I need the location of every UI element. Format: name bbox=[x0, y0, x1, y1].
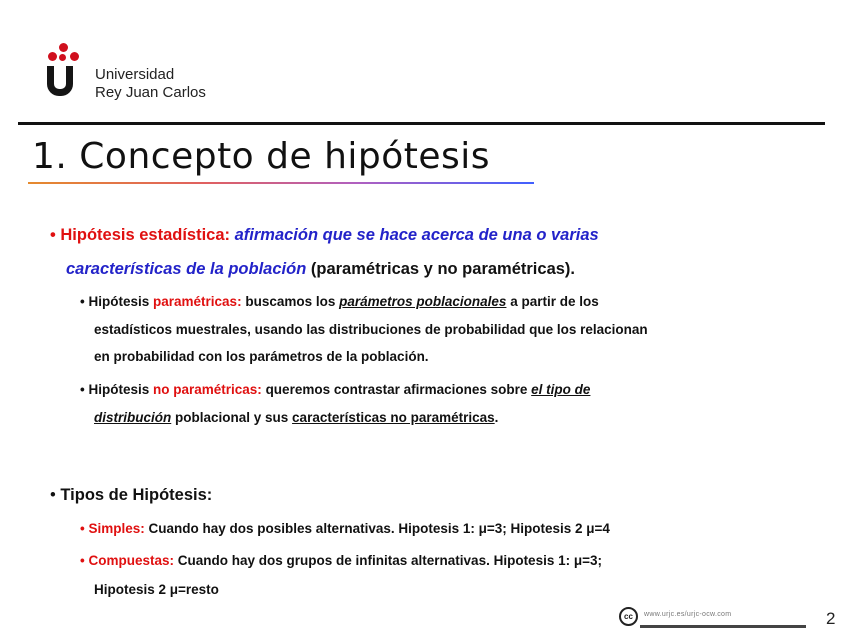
underlined-term: el tipo de bbox=[531, 382, 591, 397]
page-number: 2 bbox=[826, 609, 836, 628]
bullet-dot: • bbox=[50, 226, 56, 244]
subbullet-no-parametricas bbox=[80, 382, 590, 397]
text: Hipótesis bbox=[88, 294, 154, 309]
slide-title: 1. Concepto de hipótesis bbox=[32, 136, 491, 177]
definition-tail: (paramétricas y no paramétricas). bbox=[310, 260, 575, 278]
bullet-hipotesis-estadistica bbox=[50, 226, 599, 245]
subbullet-compuestas-line2: Hipotesis 2 μ=resto bbox=[94, 582, 219, 597]
bullet-dot: • bbox=[50, 486, 56, 504]
creative-commons-icon: cc bbox=[619, 607, 638, 626]
subbullet-no-parametricas-line2 bbox=[94, 410, 498, 425]
footer-url: www.urjc.es/urjc-ocw.com bbox=[644, 611, 732, 618]
term-red: no paramétricas: bbox=[153, 382, 262, 397]
title-underline bbox=[28, 182, 534, 184]
text: . bbox=[494, 410, 499, 425]
u-letter-icon bbox=[47, 66, 73, 96]
term-red: paramétricas: bbox=[153, 294, 242, 309]
bullet-label: Hipótesis estadística: bbox=[60, 226, 231, 244]
text: queremos contrastar afirmaciones sobre bbox=[261, 382, 532, 397]
subbullet-simples bbox=[80, 521, 610, 536]
text: Hipótesis bbox=[88, 382, 154, 397]
footer-bar bbox=[640, 625, 806, 628]
header-divider bbox=[18, 122, 825, 125]
subbullet-compuestas bbox=[80, 553, 602, 568]
underlined-term: parámetros poblacionales bbox=[339, 294, 507, 309]
subbullet-parametricas-line2: estadísticos muestrales, usando las distribuciones de probabilidad que los relacionan bbox=[94, 322, 648, 337]
underlined-term: características no paramétricas bbox=[292, 410, 495, 425]
bullet-dot: • bbox=[80, 382, 85, 397]
text: poblacional y sus bbox=[171, 410, 293, 425]
crown-dots-icon bbox=[48, 43, 82, 63]
term-red: Compuestas: bbox=[88, 553, 175, 568]
bullet-dot: • bbox=[80, 294, 85, 309]
institution-line-2: Rey Juan Carlos bbox=[95, 84, 206, 101]
definition-text: afirmación que se hace acerca de una o varias bbox=[234, 226, 599, 244]
university-logo bbox=[45, 40, 215, 106]
definition-text-cont: características de la población bbox=[66, 260, 307, 278]
creative-commons-footer bbox=[616, 607, 806, 629]
bullet-hipotesis-estadistica-cont bbox=[66, 260, 575, 279]
subbullet-parametricas bbox=[80, 294, 599, 309]
term-red: Simples: bbox=[88, 521, 145, 536]
text: a partir de los bbox=[506, 294, 599, 309]
underlined-term: distribución bbox=[94, 410, 172, 425]
text: buscamos los bbox=[241, 294, 340, 309]
bullet-tipos-hipotesis bbox=[50, 486, 212, 505]
bullet-label: Tipos de Hipótesis: bbox=[60, 486, 213, 504]
bullet-dot: • bbox=[80, 521, 85, 536]
text: Cuando hay dos grupos de infinitas alternativas. Hipotesis 1: μ=3; bbox=[174, 553, 602, 568]
subbullet-parametricas-line3: en probabilidad con los parámetros de la población. bbox=[94, 349, 429, 364]
bullet-dot: • bbox=[80, 553, 85, 568]
institution-name bbox=[95, 66, 206, 102]
text: Cuando hay dos posibles alternativas. Hipotesis 1: μ=3; Hipotesis 2 μ=4 bbox=[144, 521, 610, 536]
institution-line-1: Universidad bbox=[95, 66, 175, 83]
